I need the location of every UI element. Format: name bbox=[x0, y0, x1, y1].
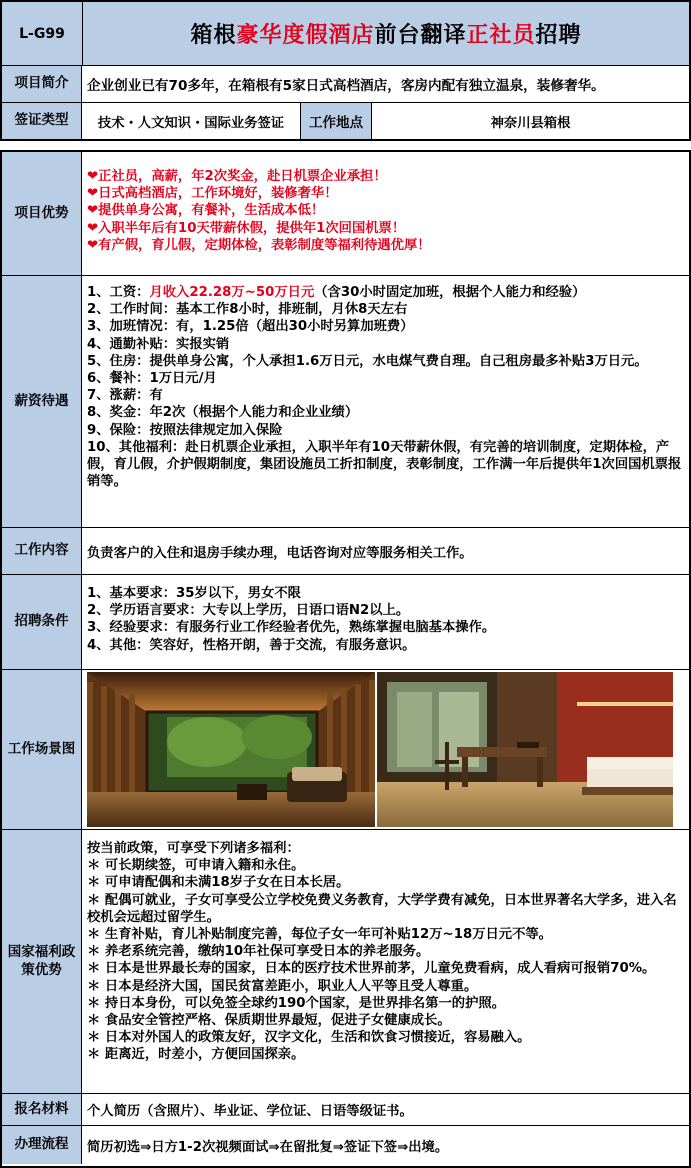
list-item: 1、基本要求：35岁以下，男女不限 bbox=[87, 586, 301, 601]
process-label: 办理流程 bbox=[2, 1126, 82, 1164]
title-part: 前台翻译 bbox=[374, 23, 467, 48]
list-item: ＊ 养老系统完善，缴纳10年社保可享受日本的养老服务。 bbox=[87, 944, 430, 960]
requirements-label: 招聘条件 bbox=[2, 575, 82, 669]
salary-label: 薪资待遇 bbox=[2, 276, 82, 527]
location-label: 工作地点 bbox=[300, 103, 372, 139]
title-highlight: 豪华度假酒店 bbox=[236, 23, 375, 48]
scene-photos bbox=[82, 670, 689, 829]
summary-text: 企业创业已有70多年，在箱根有5家日式高档酒店，客房内配有独立温泉，装修奢华。 bbox=[87, 78, 605, 94]
hotel-lounge-photo bbox=[87, 672, 375, 827]
job-code: L-G99 bbox=[2, 2, 83, 65]
scene-label: 工作场景图 bbox=[2, 670, 82, 829]
list-item: 5、住房：提供单身公寓，个人承担1.6万日元，水电煤气费自理。自己租房最多补贴3万日元。 bbox=[87, 353, 648, 369]
work-content-row bbox=[2, 528, 689, 575]
requirements-row bbox=[2, 575, 689, 670]
list-item: 4、其他：笑容好，性格开朗，善于交流，有服务意识。 bbox=[87, 637, 416, 653]
location-value: 神奈川县箱根 bbox=[490, 115, 571, 131]
title-row bbox=[2, 2, 689, 66]
national-benefits-label: 国家福利政策优势 bbox=[2, 830, 82, 1093]
national-benefits-row bbox=[2, 830, 689, 1094]
materials-label: 报名材料 bbox=[2, 1094, 82, 1125]
list-item: 6、餐补：1万日元/月 bbox=[87, 371, 217, 387]
advantages-label: 项目优势 bbox=[2, 152, 82, 275]
national-benefits-list bbox=[82, 830, 689, 1093]
list-item: 3、加班情况：有，1.25倍（超出30小时另算加班费） bbox=[87, 319, 414, 335]
summary-row bbox=[2, 66, 689, 103]
list-item: 3、经验要求：有服务行业工作经验者优先，熟练掌握电脑基本操作。 bbox=[87, 620, 496, 636]
visa-row bbox=[2, 103, 689, 139]
advantages-row bbox=[2, 152, 689, 276]
salary-list bbox=[82, 276, 689, 527]
work-content-label: 工作内容 bbox=[2, 528, 82, 574]
list-item: 9、保险：按照法律规定加入保险 bbox=[87, 422, 283, 438]
salary-row bbox=[2, 276, 689, 528]
materials-row bbox=[2, 1094, 689, 1126]
list-item: ＊ 日本是世界最长寿的国家，日本的医疗技术世界前茅，儿童免费看病，成人看病可报销70%。 bbox=[87, 961, 656, 977]
list-item: 2、工作时间：基本工作8小时，排班制，月休8天左右 bbox=[87, 302, 408, 318]
title-part: 招聘 bbox=[535, 23, 582, 48]
heart-icon: ❤ bbox=[87, 186, 99, 202]
process-row bbox=[2, 1126, 689, 1164]
list-item: ＊ 可申请配偶和未满18岁子女在日本长居。 bbox=[87, 875, 350, 891]
heart-icon: ❤ bbox=[87, 237, 99, 253]
list-item: 2、学历语言要求：大专以上学历，日语口语N2以上。 bbox=[87, 603, 410, 619]
list-item: 7、涨薪：有 bbox=[87, 388, 163, 404]
list-item: ＊ 可长期续签，可申请入籍和永住。 bbox=[87, 858, 305, 874]
header-table bbox=[0, 0, 691, 141]
list-item: ＊ 食品安全管控严格、保质期世界最短，促进子女健康成长。 bbox=[87, 1013, 451, 1029]
list-item: 1、工资：月收入22.28万~50万日元（含30小时固定加班，根据个人能力和经验） bbox=[87, 285, 586, 300]
list-item: ＊ 距离近，时差小，方便回国探亲。 bbox=[87, 1047, 305, 1063]
process-text: 简历初选⇒日方1-2次视频面试⇒在留批复⇒签证下签⇒出境。 bbox=[87, 1139, 449, 1155]
list-item: ❤正社员，高薪，年2次奖金，赴日机票企业承担！ bbox=[87, 169, 387, 184]
list-item: 4、通勤补贴：实报实销 bbox=[87, 336, 230, 352]
list-item: ❤入职半年后有10天带薪休假，提供年1次回国机票！ bbox=[87, 220, 406, 236]
title-highlight: 正社员 bbox=[466, 23, 536, 48]
advantages-list bbox=[82, 152, 689, 275]
list-item: 10、其他福利：赴日机票企业承担，入职半年有10天带薪休假，有完善的培训制度，定期体检，产假，育儿假，介护假期制度，集团设施员工折扣制度，表彰制度，工作满一年后提供年1次回国机票报销等。 bbox=[87, 439, 682, 490]
guest-room-photo bbox=[377, 672, 673, 827]
heart-icon: ❤ bbox=[87, 203, 99, 219]
list-item: ＊ 日本是经济大国，国民贫富差距小，职业人人平等且受人尊重。 bbox=[87, 978, 478, 994]
visa-value: 技术・人文知识・国际业务签证 bbox=[97, 115, 285, 131]
list-item: ＊ 持日本身份，可以免签全球约190个国家，是世界排名第一的护照。 bbox=[87, 995, 505, 1011]
list-item: 8、奖金：年2次（根据个人能力和企业业绩） bbox=[87, 405, 359, 421]
list-item: ❤有产假，育儿假，定期体检，表彰制度等福利待遇优厚！ bbox=[87, 237, 431, 253]
summary-label: 项目简介 bbox=[2, 66, 82, 102]
title-part: 箱根 bbox=[190, 23, 237, 48]
list-intro: 按当前政策，可享受下列诸多福利： bbox=[87, 841, 300, 856]
materials-text: 个人简历（含照片）、毕业证、学位证、日语等级证书。 bbox=[87, 1104, 413, 1119]
list-item: ＊ 配偶可就业，子女可享受公立学校免费义务教育，大学学费有减免，日本世界著名大学多，进入名校机会远超过留学生。 bbox=[87, 892, 677, 925]
visa-label: 签证类型 bbox=[2, 103, 82, 139]
list-item: ＊ 生育补贴，育儿补贴制度完善，每位子女一年可补贴12万~18万日元不等。 bbox=[87, 927, 552, 943]
work-content-text: 负责客户的入住和退房手续办理，电话咨询对应等服务相关工作。 bbox=[87, 545, 473, 561]
details-table bbox=[0, 150, 691, 1168]
page-title bbox=[83, 2, 689, 65]
list-item: ❤日式高档酒店，工作环境好，装修奢华！ bbox=[87, 186, 338, 202]
requirements-list bbox=[82, 575, 689, 669]
heart-icon: ❤ bbox=[87, 220, 99, 236]
list-item: ❤提供单身公寓，有餐补，生活成本低！ bbox=[87, 203, 325, 219]
heart-icon: ❤ bbox=[87, 169, 99, 184]
list-item: ＊ 日本对外国人的政策友好，汉字文化，生活和饮食习惯接近，容易融入。 bbox=[87, 1030, 531, 1046]
scene-row bbox=[2, 670, 689, 830]
